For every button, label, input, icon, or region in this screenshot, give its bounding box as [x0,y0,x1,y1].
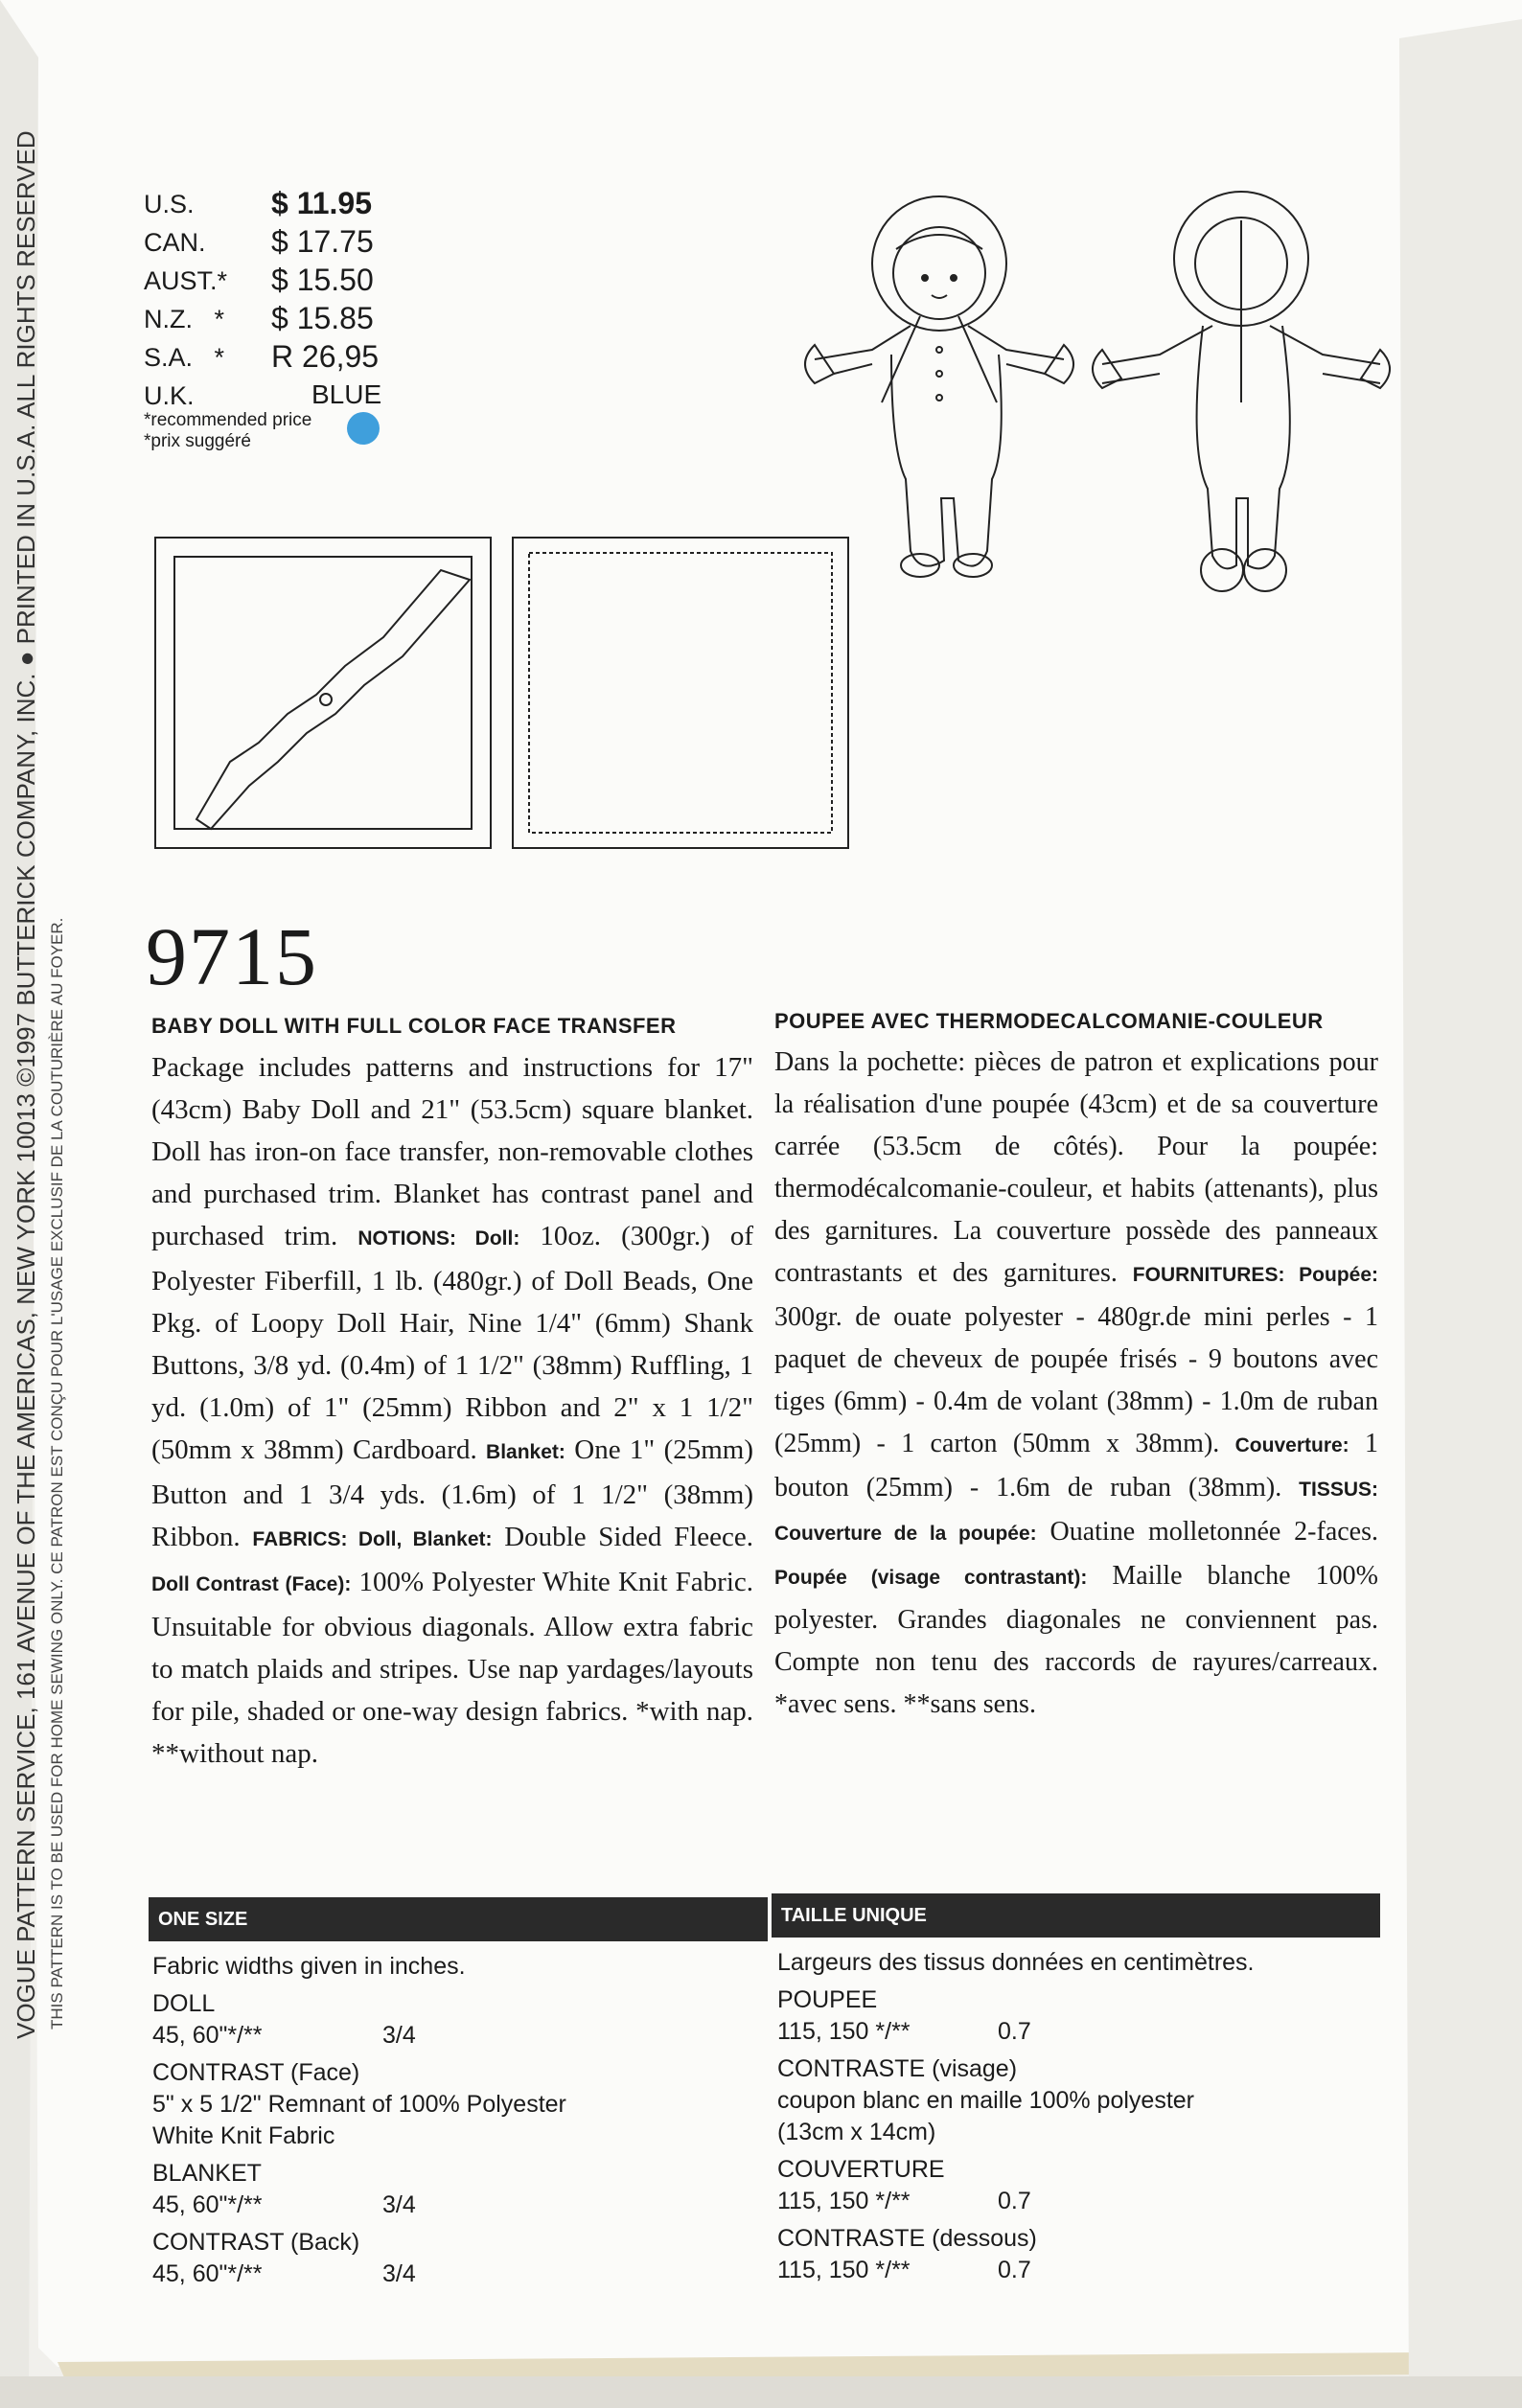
price-country: CAN. [144,228,206,257]
contrast-label: Doll Contrast (Face): [151,1573,352,1595]
doll-row: 45, 60"*/** 3/4 [152,2022,416,2049]
yardage-list-en [149,1941,768,2290]
blanket-front-icon [155,538,491,848]
french-description [774,1042,1378,1726]
notions-label: NOTIONS: Doll: [357,1227,520,1250]
pattern-number: 9715 [146,910,318,1002]
blanket-text: One 1" (25mm) Button and 1 3/4 yds. (1.6m) of 1 1/2" (38mm) Ribbon. [151,1434,754,1552]
price-country: N.Z. * [144,305,225,333]
doll-front-icon [805,196,1073,577]
couverture-text: 1 bouton (25mm) - 1.6m de ruban (38mm). [774,1429,1379,1502]
contraste-dessous-row: 115, 150 */** 0.7 [777,2257,1031,2283]
yardage-table-fr [772,1893,1380,2286]
contrast-face-line2: White Knit Fabric [152,2122,335,2149]
price-row-aust [144,259,393,297]
tissus-text: Ouatine molletonnée 2-faces. [1049,1517,1378,1547]
side-publisher-line: VOGUE PATTERN SERVICE, 161 AVENUE OF THE AMERICAS, NEW YORK 10013 ©1997 BUTTERICK COMPANY, INC. ● PRINTED IN U.S.A. ALL RIGHTS RESERVED [12,130,40,2039]
couverture-label: Couverture: [1234,1434,1349,1456]
blanket-label: Blanket: [486,1441,565,1463]
contraste-visage-line1: coupon blanc en maille 100% polyester [777,2087,1194,2114]
price-value: R 26,95 [271,339,380,374]
price-row-nz [144,297,393,335]
visage-label: Poupée (visage contrastant): [774,1567,1088,1589]
couverture-row: 115, 150 */** 0.7 [777,2188,1031,2214]
contraste-dessous-label: CONTRASTE (dessous) [777,2225,1037,2252]
contrast-text: 100% Polyester White Knit Fabric. Unsuitable for obvious diagonals. Allow extra fabric to match plaids and stripes. Use nap yardages/layouts for pile, shaded or one-way design fabrics. *with nap. **without nap. [151,1567,754,1769]
one-size-bar: ONE SIZE [149,1897,768,1941]
doll-illustration [776,182,1409,623]
fabrics-label: FABRICS: Doll, Blanket: [252,1528,493,1550]
english-description [151,1046,753,1775]
price-row-sa [144,335,393,374]
price-note-en: *recommended price [144,410,312,430]
price-country: S.A. * [144,343,225,372]
taille-unique-bar: TAILLE UNIQUE [772,1893,1380,1938]
contrast-face-label: CONTRAST (Face) [152,2059,360,2086]
price-row-us [144,182,393,220]
price-value: $ 15.85 [271,301,374,335]
price-value: $ 17.75 [271,224,374,259]
poupee-row: 115, 150 */** 0.7 [777,2018,1031,2045]
blanket-back-icon [513,538,848,848]
price-row-uk [144,374,393,412]
price-country: AUST.* [144,266,228,295]
contrast-back-row: 45, 60"*/** 3/4 [152,2260,416,2287]
price-list [144,182,393,412]
side-usage-line: THIS PATTERN IS TO BE USED FOR HOME SEWING ONLY. CE PATRON EST CONÇU POUR L'USAGE EXCLUSIF DE LA COUTURIÈRE AU FOYER. [48,917,66,2030]
french-intro: Dans la pochette: pièces de patron et explications pour la réalisation d'une poupée (43cm) et de sa couverture carrée (53.5cm de côtés). Pour la poupée: thermodécalcomanie-couleur, et habits (attenants), plus des garnitures. La couverture possède des panneaux contrastants et des garnitures. [774,1047,1378,1288]
contrast-back-label: CONTRAST (Back) [152,2229,360,2256]
price-note [144,410,311,452]
fabrics-text: Double Sided Fleece. [504,1522,754,1552]
yardage-table-en [149,1897,768,2290]
english-heading: BABY DOLL WITH FULL COLOR FACE TRANSFER [151,1014,677,1038]
blue-dot-icon [347,412,380,445]
yardage-intro-fr: Largeurs des tissus données en centimètres. [777,1949,1255,1976]
couverture-yardage-label: COUVERTURE [777,2156,945,2183]
price-note-fr: *prix suggéré [144,431,251,451]
fournitures-label: FOURNITURES: Poupée: [1132,1264,1379,1286]
yardage-intro-en: Fabric widths given in inches. [152,1953,466,1980]
contraste-visage-line2: (13cm x 14cm) [777,2119,936,2145]
contrast-face-line1: 5" x 5 1/2" Remnant of 100% Polyester [152,2091,566,2118]
doll-label: DOLL [152,1990,216,2017]
blanket-row: 45, 60"*/** 3/4 [152,2191,416,2218]
price-value: $ 11.95 [271,186,372,220]
doll-back-icon [1093,192,1390,591]
price-value: BLUE [311,379,382,409]
fournitures-text: 300gr. de ouate polyester - 480gr.de mini perles - 1 paquet de cheveux de poupée frisés - 9 boutons avec tiges (6mm) - 0.4m de volant (38mm) - 1.0m de ruban (25mm) - 1 carton (50mm x 38mm). [774,1302,1378,1458]
visage-text: Maille blanche 100% polyester. Grandes diagonales ne conviennent pas. Compte non tenu des raccords de rayures/carreaux. *avec sens. **sans sens. [774,1561,1378,1719]
yardage-list-fr [772,1938,1380,2286]
blanket-illustration [153,532,853,853]
english-intro: Package includes patterns and instructions for 17" (43cm) Baby Doll and 21" (53.5cm) square blanket. Doll has iron-on face transfer, non-removable clothes and purchased trim. Blanket has contrast panel and purchased trim. [151,1052,753,1251]
price-country: U.K. [144,381,195,410]
price-country: U.S. [144,190,195,218]
blanket-yardage-label: BLANKET [152,2160,262,2187]
poupee-label: POUPEE [777,1986,878,2013]
contraste-visage-label: CONTRASTE (visage) [777,2055,1018,2082]
notions-text: 10oz. (300gr.) of Polyester Fiberfill, 1 lb. (480gr.) of Doll Beads, One Pkg. of Loopy Doll Hair, Nine 1/4" (6mm) Shank Buttons, 3/8 yd. (0.4m) of 1 1/2" (38mm) Ruffling, 1 yd. (1.0m) of 1" (25mm) Ribbon and 2" x 1 1/2" (50mm x 38mm) Cardboard. [151,1221,754,1465]
tissus-label: TISSUS: Couverture de la poupée: [774,1479,1378,1545]
price-value: $ 15.50 [271,263,374,297]
french-heading: POUPEE AVEC THERMODECALCOMANIE-COULEUR [774,1009,1324,1033]
price-row-can [144,220,393,259]
